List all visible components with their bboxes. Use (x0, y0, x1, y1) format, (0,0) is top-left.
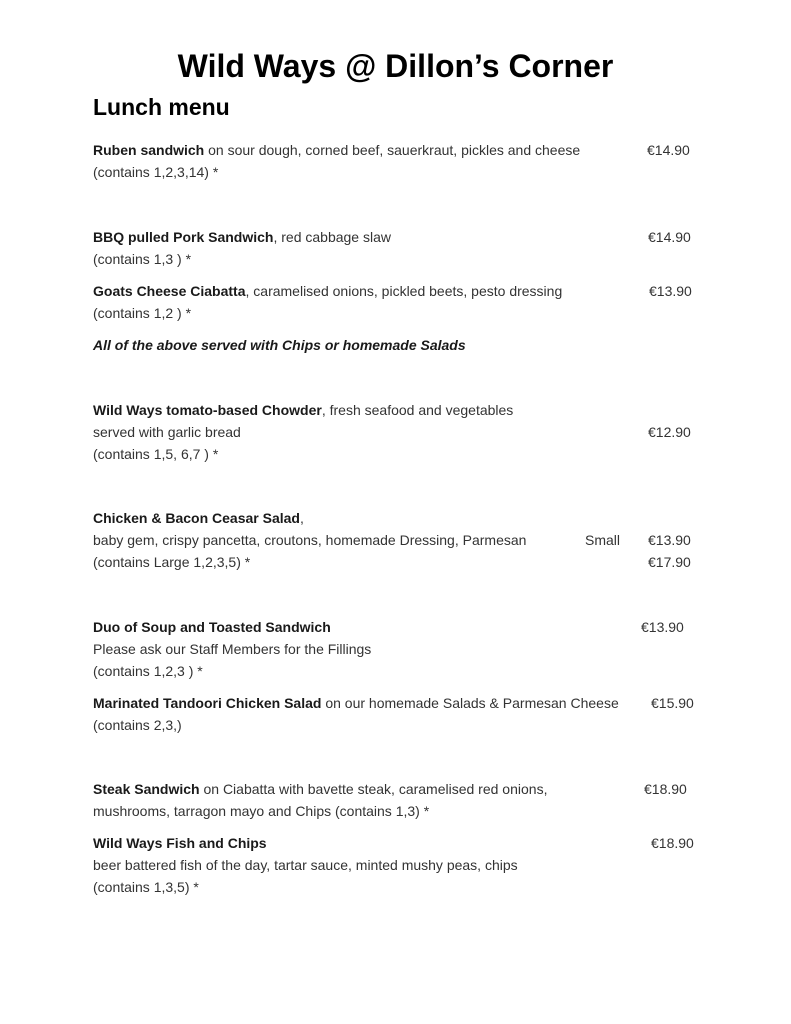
menu-item-tandoori (93, 692, 619, 714)
item-desc: on sour dough, corned beef, sauerkraut, pickles and cheese (204, 142, 581, 158)
item-price: €14.90 (647, 142, 690, 158)
item-desc: , (299, 510, 304, 526)
item-price: €18.90 (644, 781, 687, 797)
item-allergens: (contains 1,2 ) * (93, 305, 192, 321)
menu-item-ruben (93, 139, 580, 161)
menu-item-goats-cheese (93, 280, 562, 302)
item-name: Wild Ways tomato-based Chowder (93, 402, 322, 418)
menu-item-caesar (93, 507, 304, 529)
item-allergens: (contains 2,3,) (93, 717, 182, 733)
item-allergens: (contains 1,3,5) * (93, 879, 199, 895)
item-price-small: €13.90 (648, 532, 691, 548)
item-price: €14.90 (648, 229, 691, 245)
item-allergens: (contains 1,2,3,14) * (93, 164, 219, 180)
item-allergens: (contains 1,2,3 ) * (93, 663, 203, 679)
item-allergens: (contains 1,5, 6,7 ) * (93, 446, 219, 462)
item-desc-2: beer battered fish of the day, tartar sauce, minted mushy peas, chips (93, 857, 518, 873)
item-price: €18.90 (651, 835, 694, 851)
item-name: Wild Ways Fish and Chips (93, 835, 267, 851)
item-desc-2: Please ask our Staff Members for the Fillings (93, 641, 372, 657)
item-allergens: (contains Large 1,2,3,5) * (93, 554, 251, 570)
menu-item-duo (93, 616, 331, 638)
item-name: Marinated Tandoori Chicken Salad (93, 695, 322, 711)
item-price-large: €17.90 (648, 554, 691, 570)
item-desc: , caramelised onions, pickled beets, pesto dressing (245, 283, 563, 299)
item-desc-2: baby gem, crispy pancetta, croutons, homemade Dressing, Parmesan (93, 532, 527, 548)
menu-item-steak (93, 778, 547, 800)
menu-item-bbq (93, 226, 391, 248)
item-name: BBQ pulled Pork Sandwich (93, 229, 274, 245)
menu-title: Wild Ways @ Dillon’s Corner (177, 48, 614, 84)
item-desc: on our homemade Salads & Parmesan Cheese (321, 695, 619, 711)
item-name: Duo of Soup and Toasted Sandwich (93, 619, 331, 635)
item-desc-2: served with garlic bread (93, 424, 241, 440)
item-name: Chicken & Bacon Ceasar Salad (93, 510, 300, 526)
item-size-small: Small (585, 532, 621, 548)
item-desc: on Ciabatta with bavette steak, caramelised red onions, (199, 781, 548, 797)
item-price: €13.90 (649, 283, 692, 299)
item-allergens: (contains 1,3 ) * (93, 251, 192, 267)
item-name: Ruben sandwich (93, 142, 205, 158)
item-price: €13.90 (641, 619, 684, 635)
menu-item-chowder (93, 399, 513, 421)
item-desc: , red cabbage slaw (273, 229, 391, 245)
item-name: Steak Sandwich (93, 781, 200, 797)
item-name: Goats Cheese Ciabatta (93, 283, 246, 299)
item-price: €12.90 (648, 424, 691, 440)
item-desc-2: mushrooms, tarragon mayo and Chips (contains 1,3) * (93, 803, 430, 819)
served-with-note: All of the above served with Chips or homemade Salads (93, 337, 466, 353)
menu-item-fish-chips (93, 832, 267, 854)
item-desc: , fresh seafood and vegetables (321, 402, 514, 418)
menu-subtitle: Lunch menu (93, 94, 230, 120)
item-price: €15.90 (651, 695, 694, 711)
